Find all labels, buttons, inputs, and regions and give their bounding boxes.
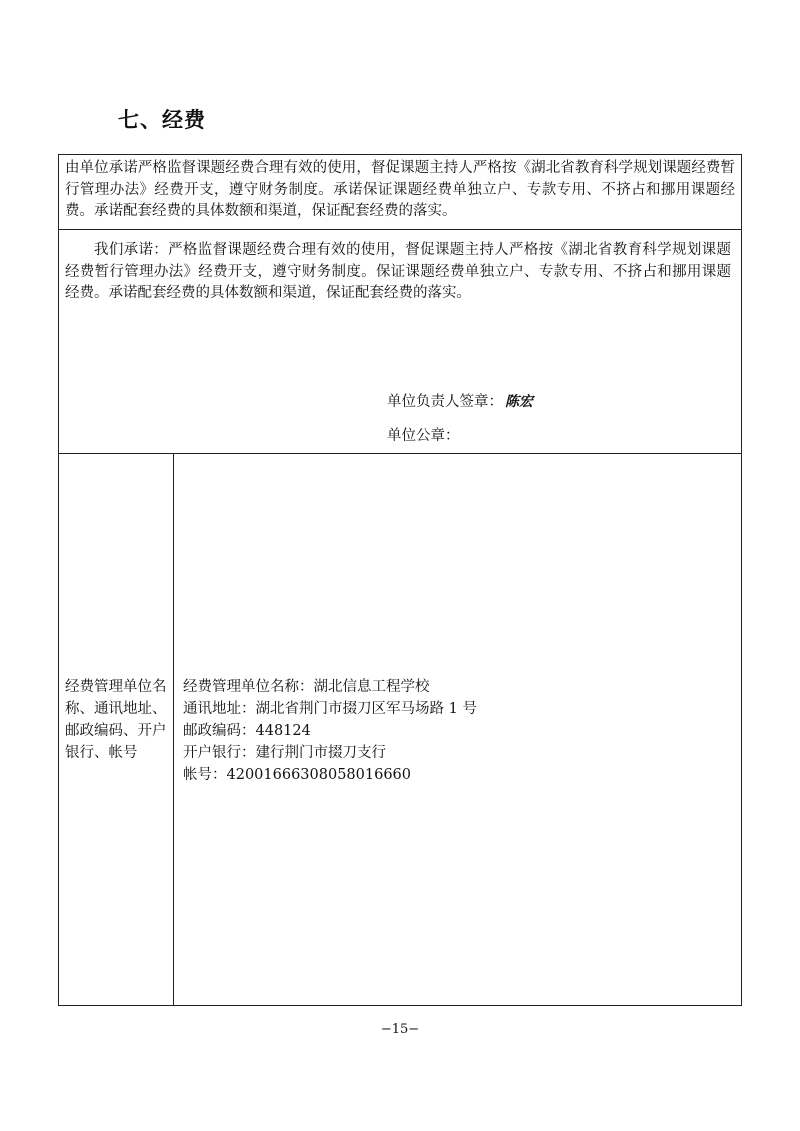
account-value-cell xyxy=(174,454,741,1005)
account-postal-code: 邮政编码：448124 xyxy=(183,723,311,739)
commitment-text: 我们承诺：严格监督课题经费合理有效的使用，督促课题主持人严格按《湖北省教育科学规划课题经费暂行管理办法》经费开支，遵守财务制度。保证课题经费单独立户、专款专用、不挤占和挪用课题经费。承诺配套经费的具体数额和渠道，保证配套经费的落实。 xyxy=(65,242,731,301)
page-number: −15− xyxy=(380,1022,420,1037)
account-row xyxy=(59,454,741,1005)
signer-label: 单位负责人签章： xyxy=(387,394,503,410)
signature-block xyxy=(387,385,533,453)
account-label-cell xyxy=(59,454,174,1005)
signer-line xyxy=(387,385,533,419)
account-bank: 开户银行：建行荆门市掇刀支行 xyxy=(183,745,386,761)
section-title: 七、经费 xyxy=(118,108,206,132)
instructions-text: 由单位承诺严格监督课题经费合理有效的使用，督促课题主持人严格按《湖北省教育科学规划课题经费暂行管理办法》经费开支，遵守财务制度。承诺保证课题经费单独立户、专款专用、不挤占和挪用课题经费。承诺配套经费的具体数额和渠道，保证配套经费的落实。 xyxy=(65,160,735,219)
account-details xyxy=(183,676,477,786)
account-label: 经费管理单位名称、通讯地址、邮政编码、开户银行、帐号 xyxy=(65,679,167,761)
account-number: 帐号：42001666308058016660 xyxy=(183,767,412,783)
account-address: 通讯地址：湖北省荆门市掇刀区军马场路 1 号 xyxy=(183,701,477,717)
seal-line xyxy=(387,419,533,453)
instructions-row xyxy=(59,155,741,230)
funding-table xyxy=(58,154,742,1006)
signer-signature: 陈宏 xyxy=(505,394,533,410)
seal-label: 单位公章： xyxy=(387,428,460,444)
commitment-row xyxy=(59,230,741,454)
account-unit-name: 经费管理单位名称：湖北信息工程学校 xyxy=(183,679,430,695)
